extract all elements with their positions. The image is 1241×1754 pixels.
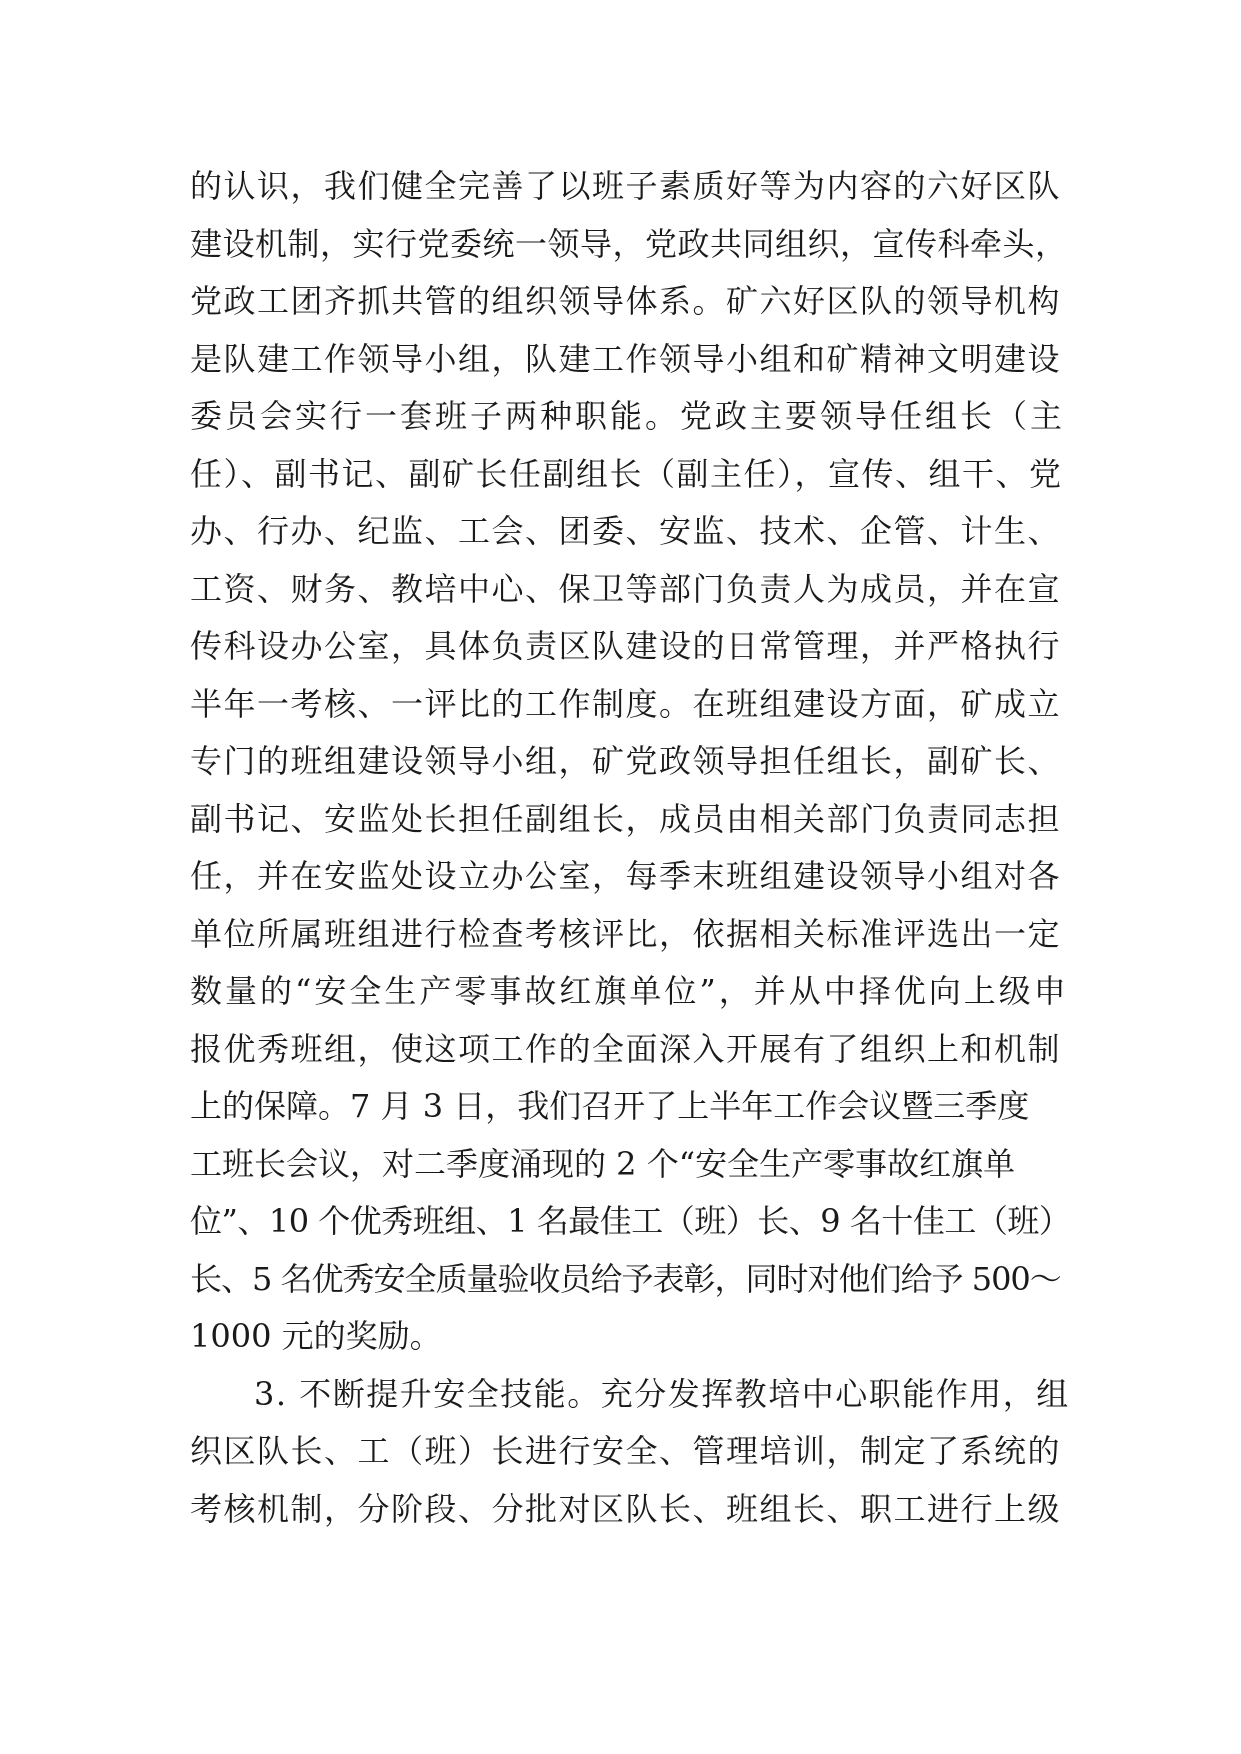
- text-line: 是队建工作领导小组，队建工作领导小组和矿精神文明建设: [190, 339, 1062, 378]
- text-line: 上的保障。7 月 3 日，我们召开了上半年工作会议暨三季度: [190, 1087, 1030, 1125]
- text-line: 半年一考核、一评比的工作制度。在班组建设方面，矿成立: [190, 684, 1062, 723]
- text-line: 位”、10 个优秀班组、1 名最佳工（班）长、9 名十佳工（班）: [190, 1202, 1071, 1240]
- text-line: 任）、副书记、副矿长任副组长（副主任），宣传、组干、党: [190, 454, 1063, 493]
- text-line: 委员会实行一套班子两种职能。党政主要领导任组长（主: [190, 397, 1066, 435]
- text-line: 的认识，我们健全完善了以班子素质好等为内容的六好区队: [190, 167, 1062, 205]
- text-line: 办、行办、纪监、工会、团委、安监、技术、企管、计生、: [190, 512, 1062, 550]
- text-line: 单位所属班组进行检查考核评比，依据相关标准评选出一定: [190, 914, 1062, 953]
- text-line: 党政工团齐抓共管的组织领导体系。矿六好区队的领导机构: [190, 282, 1062, 320]
- text-line: 工班长会议，对二季度涌现的 2 个“安全生产零事故红旗单: [190, 1144, 1016, 1183]
- text-line: 数量的“安全生产零事故红旗单位”，并从中择优向上级申: [190, 972, 1069, 1010]
- text-line: 副书记、安监处长担任副组长，成员由相关部门负责同志担: [190, 799, 1062, 838]
- text-line: 考核机制，分阶段、分批对区队长、班组长、职工进行上级: [190, 1489, 1062, 1528]
- text-line: 长、5 名优秀安全质量验收员给予表彰，同时对他们给予 500～: [190, 1259, 1061, 1298]
- body-text: [190, 158, 1071, 1538]
- text-line: 报优秀班组，使这项工作的全面深入开展有了组织上和机制: [190, 1029, 1062, 1068]
- text-line: 工资、财务、教培中心、保卫等部门负责人为成员，并在宣: [190, 569, 1062, 608]
- paragraph-heading-line: 3. 不断提升安全技能。充分发挥教培中心职能作用，组: [254, 1374, 1070, 1413]
- text-line: 织区队长、工（班）长进行安全、管理培训，制定了系统的: [190, 1432, 1062, 1470]
- text-line: 1000 元的奖励。: [190, 1317, 442, 1355]
- text-line: 专门的班组建设领导小组，矿党政领导担任组长，副矿长、: [190, 742, 1062, 780]
- text-line: 任，并在安监处设立办公室，每季末班组建设领导小组对各: [190, 857, 1062, 895]
- text-line: 传科设办公室，具体负责区队建设的日常管理，并严格执行: [190, 627, 1062, 665]
- text-line: 建设机制，实行党委统一领导，党政共同组织，宣传科牵头，: [190, 224, 1068, 263]
